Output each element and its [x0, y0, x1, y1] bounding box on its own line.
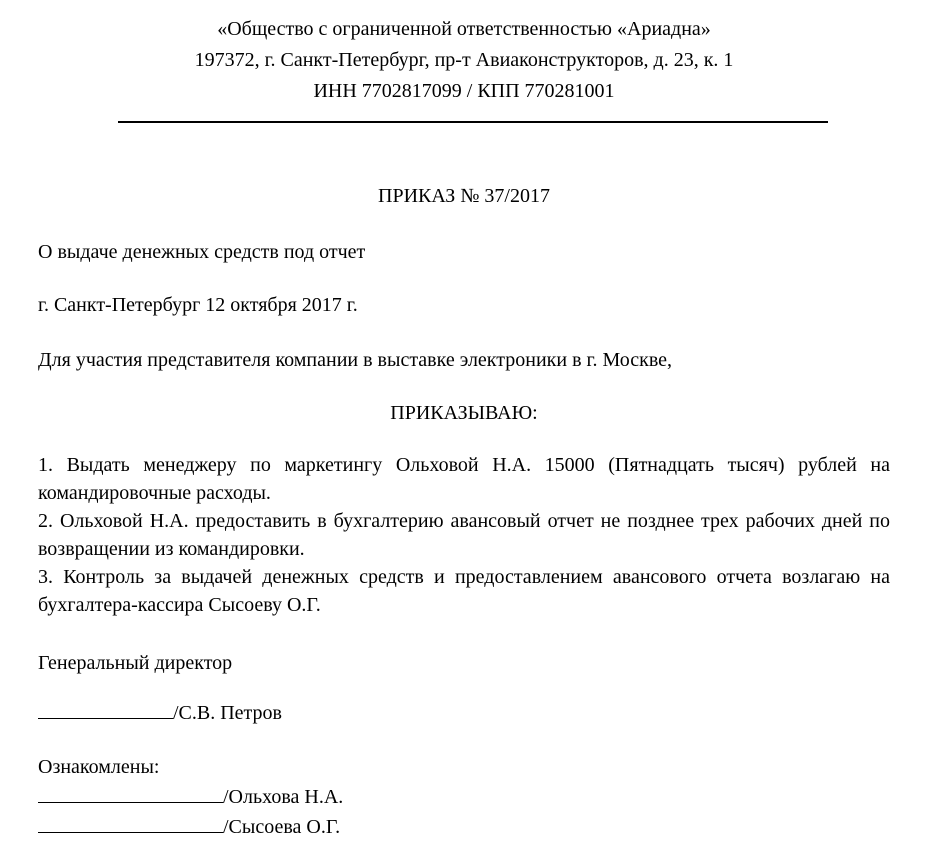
- document-subject: О выдаче денежных средств под отчет: [38, 241, 366, 263]
- director-name: /С.В. Петров: [173, 702, 282, 724]
- organization-header: [38, 14, 890, 107]
- preamble-text: Для участия представителя компании в выставке электроники в г. Москве,: [38, 349, 673, 371]
- director-signature-line: [38, 700, 173, 719]
- order-keyword: ПРИКАЗЫВАЮ:: [390, 402, 538, 424]
- header-divider-line: [118, 121, 828, 123]
- company-name: «Общество с ограниченной ответственностью «Ариадна»: [217, 18, 711, 40]
- acknowledged-signature-line-2: [38, 814, 223, 833]
- order-item-2: 2. Ольховой Н.А. предоставить в бухгалтерию авансовый отчет не позднее трех рабочих дней по возвращении из командировки.: [38, 510, 890, 560]
- acknowledged-name-1: /Ольхова Н.А.: [223, 786, 344, 808]
- order-items: [38, 451, 890, 619]
- document-title: ПРИКАЗ № 37/2017: [378, 185, 550, 207]
- director-job-title: Генеральный директор: [38, 652, 233, 674]
- company-address: 197372, г. Санкт-Петербург, пр-т Авиаконструкторов, д. 23, к. 1: [194, 49, 734, 71]
- acknowledged-signature-row: [38, 813, 890, 841]
- acknowledged-name-2: /Сысоева О.Г.: [223, 816, 341, 838]
- order-item-1: 1. Выдать менеджеру по маркетингу Ольховой Н.А. 15000 (Пятнадцать тысяч) рублей на командировочные расходы.: [38, 454, 890, 504]
- company-inn-kpp: ИНН 7702817099 / КПП 770281001: [313, 80, 615, 102]
- acknowledged-label: Ознакомлены:: [38, 756, 160, 778]
- director-signature-row: [38, 699, 890, 727]
- place-and-date: г. Санкт-Петербург 12 октября 2017 г.: [38, 294, 358, 316]
- acknowledged-signature-line-1: [38, 784, 223, 803]
- order-item-3: 3. Контроль за выдачей денежных средств и предоставлением авансового отчета возлагаю на бухгалтера-кассира Сысоеву О.Г.: [38, 566, 890, 616]
- acknowledged-signature-row: [38, 783, 890, 811]
